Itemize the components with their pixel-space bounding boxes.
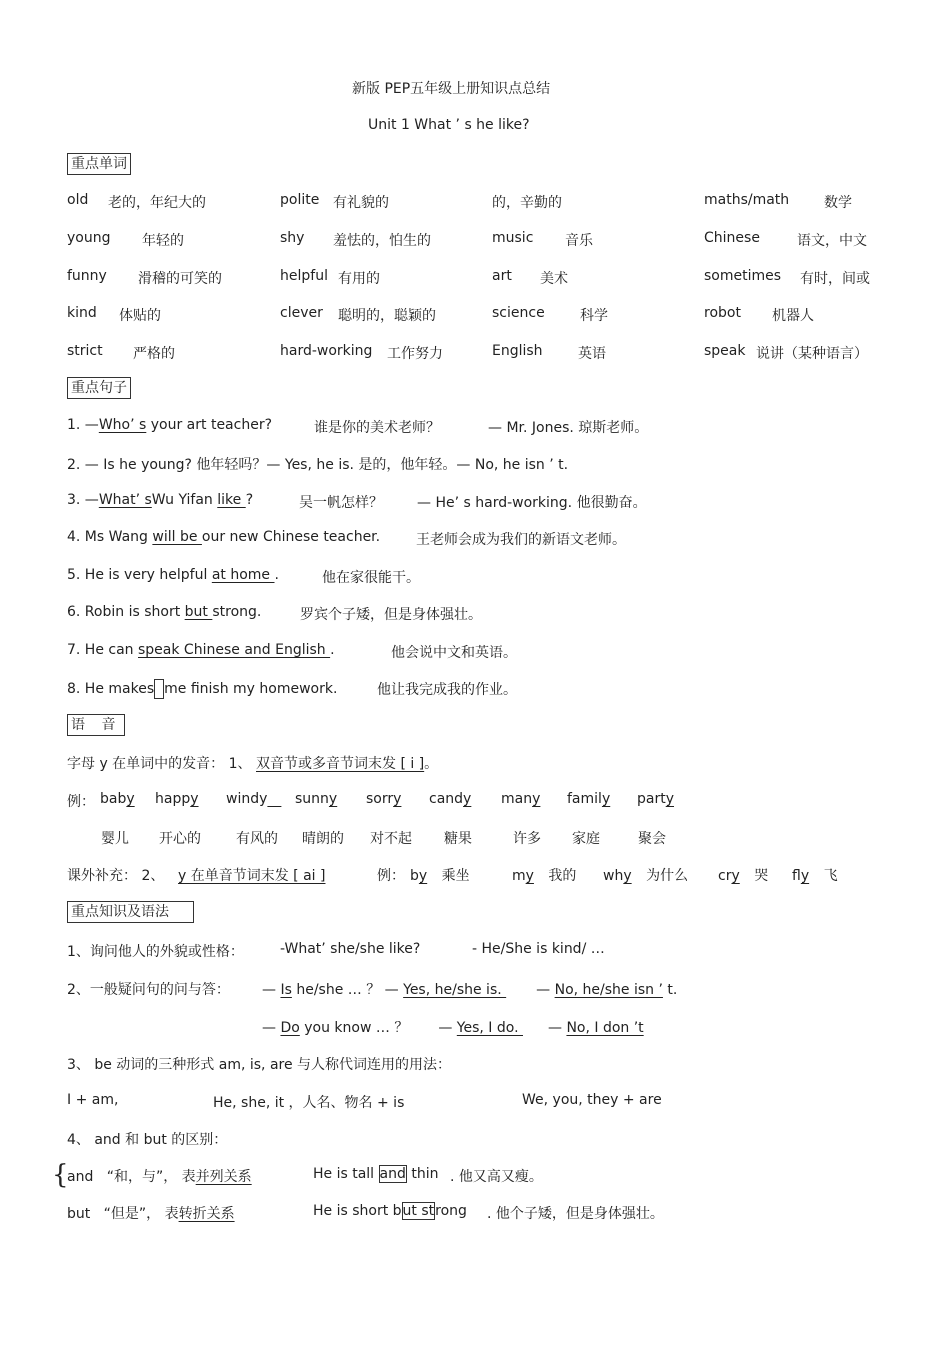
section-phonics: 语 音 xyxy=(67,714,125,736)
vocab-meaning: 的，辛勤的 xyxy=(492,195,562,211)
sentence-5-cn: 他在家很能干。 xyxy=(322,570,420,586)
vocab-meaning: 体贴的 xyxy=(119,308,161,324)
vocab-meaning: 科学 xyxy=(580,308,608,324)
section-words: 重点单词 xyxy=(67,153,131,175)
vocab-meaning: 美术 xyxy=(540,271,568,287)
phonics-word: happy xyxy=(155,791,199,807)
sentence-6-cn: 罗宾个子矮，但是身体强壮。 xyxy=(300,607,482,623)
vocab-word: science xyxy=(492,305,545,321)
sentence-4: 4. Ms Wang will be our new Chinese teacher. xyxy=(67,529,381,545)
phonics-rule-1: 字母 y 在单词中的发音： 1、 双音节或多音节词末发 [ i ]。 xyxy=(67,756,439,772)
sentence-6: 6. Robin is short but strong. xyxy=(67,604,262,620)
vocab-word: helpful xyxy=(280,268,328,284)
vocab-meaning: 有用的 xyxy=(338,271,380,287)
vocab-word: strict xyxy=(67,343,103,359)
phonics-extra-word: my 我的 xyxy=(512,868,577,884)
vocab-meaning: 年轻的 xyxy=(142,233,184,249)
phonics-meaning: 聚会 xyxy=(638,831,666,847)
phonics-word: many xyxy=(501,791,541,807)
phonics-word: windy xyxy=(226,791,268,807)
phonics-example-label: 例： xyxy=(67,794,95,810)
sentence-3: 3. —What’ sWu Yifan like ? xyxy=(67,492,254,508)
but-example-cn: . 他个子矮，但是身体强壮。 xyxy=(487,1206,664,1222)
and-row: and “和，与”， 表并列关系 xyxy=(67,1169,252,1185)
vocab-word: maths/math xyxy=(704,192,790,208)
phonics-word: party xyxy=(637,791,675,807)
but-row: but “但是”， 表转折关系 xyxy=(67,1206,235,1222)
phonics-extra-word: why 为什么 xyxy=(603,868,689,884)
phonics-rule-2: y 在单音节词末发 [ ai ] xyxy=(178,868,326,884)
grammar-4: 4、 and 和 but 的区别： xyxy=(67,1132,228,1148)
and-example-cn: . 他又高又瘦。 xyxy=(450,1169,543,1185)
vocab-meaning: 英语 xyxy=(578,346,606,362)
phonics-meaning: 家庭 xyxy=(572,831,600,847)
vocab-meaning: 工作努力 xyxy=(387,346,443,362)
sentence-1: 1. —Who’ s your art teacher? xyxy=(67,417,273,433)
vocab-meaning: 严格的 xyxy=(133,346,175,362)
vocab-meaning: 音乐 xyxy=(565,233,593,249)
vocab-word: hard-working xyxy=(280,343,373,359)
and-example: He is tall and thin xyxy=(313,1166,439,1182)
phonics-extra-word: fly 飞 xyxy=(792,868,838,884)
phonics-extra-word: by 乘坐 xyxy=(410,868,470,884)
vocab-word: polite xyxy=(280,192,320,208)
vocab-meaning: 有礼貌的 xyxy=(333,195,389,211)
sentence-1-cn: 谁是你的美术老师？ xyxy=(314,420,440,436)
brace-mark: { xyxy=(52,1160,69,1190)
vocab-word: sometimes xyxy=(704,268,782,284)
phonics-meaning: 有风的 xyxy=(236,831,278,847)
phonics-extra-example: 例： xyxy=(377,868,405,884)
phonics-meaning: 开心的 xyxy=(159,831,201,847)
vocab-word: Chinese xyxy=(704,230,760,246)
sentence-8-cn: 他让我完成我的作业。 xyxy=(377,682,517,698)
phonics-extra-word: cry 哭 xyxy=(718,868,769,884)
phonics-meaning: 晴朗的 xyxy=(302,831,344,847)
sentence-7-cn: 他会说中文和英语。 xyxy=(391,645,517,661)
unit-title: Unit 1 What ’ s he like? xyxy=(368,117,530,133)
phonics-extra-label: 课外补充： 2、 xyxy=(67,868,165,884)
grammar-3: 3、 be 动词的三种形式 am, is, are 与人称代词连用的用法： xyxy=(67,1057,452,1073)
sentence-3-cn: 吴一帆怎样？ xyxy=(299,495,383,511)
section-sentences: 重点句子 xyxy=(67,377,131,399)
grammar-2b-line: — Do you know … ？ — Yes, I do. — No, I don ’t xyxy=(262,1020,644,1036)
sentence-8: 8. He makes me finish my homework. xyxy=(67,681,338,697)
phonics-word: candy xyxy=(429,791,472,807)
grammar-1-answer: - He/She is kind/ … xyxy=(472,941,605,957)
vocab-word: robot xyxy=(704,305,741,321)
vocab-word: clever xyxy=(280,305,323,321)
sentence-3-answer: — He’ s hard-working. 他很勤奋。 xyxy=(417,495,647,511)
vocab-word: old xyxy=(67,192,89,208)
vocab-meaning: 有时，间或 xyxy=(800,271,870,287)
grammar-3-c: We, you, they + are xyxy=(522,1092,662,1108)
vocab-word: shy xyxy=(280,230,305,246)
grammar-1-question: -What’ she/she like? xyxy=(280,941,421,957)
phonics-word: sorry xyxy=(366,791,402,807)
vocab-meaning: 语文，中文 xyxy=(797,233,867,249)
section-grammar: 重点知识及语法 xyxy=(67,901,194,923)
vocab-meaning: 聪明的，聪颖的 xyxy=(338,308,436,324)
phonics-meaning: 对不起 xyxy=(370,831,412,847)
sentence-5: 5. He is very helpful at home . xyxy=(67,567,279,583)
vocab-meaning: 机器人 xyxy=(772,308,814,324)
blank-box xyxy=(154,679,164,699)
sentence-7: 7. He can speak Chinese and English . xyxy=(67,642,335,658)
phonics-word: family xyxy=(567,791,611,807)
page-title: 新版 PEP五年级上册知识点总结 xyxy=(352,81,551,97)
phonics-meaning: 许多 xyxy=(513,831,541,847)
phonics-word: sunny xyxy=(295,791,338,807)
vocab-meaning: 说讲（某种语言） xyxy=(756,346,868,362)
vocab-meaning: 数学 xyxy=(824,195,852,211)
vocab-word: speak xyxy=(704,343,746,359)
vocab-word: English xyxy=(492,343,543,359)
vocab-word: funny xyxy=(67,268,107,284)
phonics-meaning: 婴儿 xyxy=(101,831,129,847)
sentence-1-answer: — Mr. Jones. 琼斯老师。 xyxy=(488,420,649,436)
sentence-2: 2. — Is he young? 他年轻吗？— Yes, he is. 是的，他年轻。— No, he isn ’ t. xyxy=(67,457,569,473)
phonics-word: baby xyxy=(100,791,135,807)
grammar-3-a: I + am, xyxy=(67,1092,119,1108)
sentence-4-cn: 王老师会成为我们的新语文老师。 xyxy=(416,532,626,548)
vocab-word: art xyxy=(492,268,512,284)
vocab-word: young xyxy=(67,230,111,246)
but-example: He is short but strong xyxy=(313,1203,467,1219)
grammar-1-label: 1、询问他人的外貌或性格： xyxy=(67,944,244,960)
phonics-meaning: 糖果 xyxy=(444,831,472,847)
grammar-2-label: 2、一般疑问句的问与答： xyxy=(67,982,230,998)
grammar-2-line: — Is he/she … ？ — Yes, he/she is. — No, he/she isn ’ t. xyxy=(262,982,678,998)
vocab-meaning: 滑稽的可笑的 xyxy=(138,271,222,287)
vocab-word: kind xyxy=(67,305,97,321)
vocab-meaning: 老的，年纪大的 xyxy=(108,195,206,211)
vocab-meaning: 羞怯的，怕生的 xyxy=(333,233,431,249)
grammar-3-b: He, she, it ，人名、物名 + is xyxy=(213,1095,405,1111)
vocab-word: music xyxy=(492,230,534,246)
